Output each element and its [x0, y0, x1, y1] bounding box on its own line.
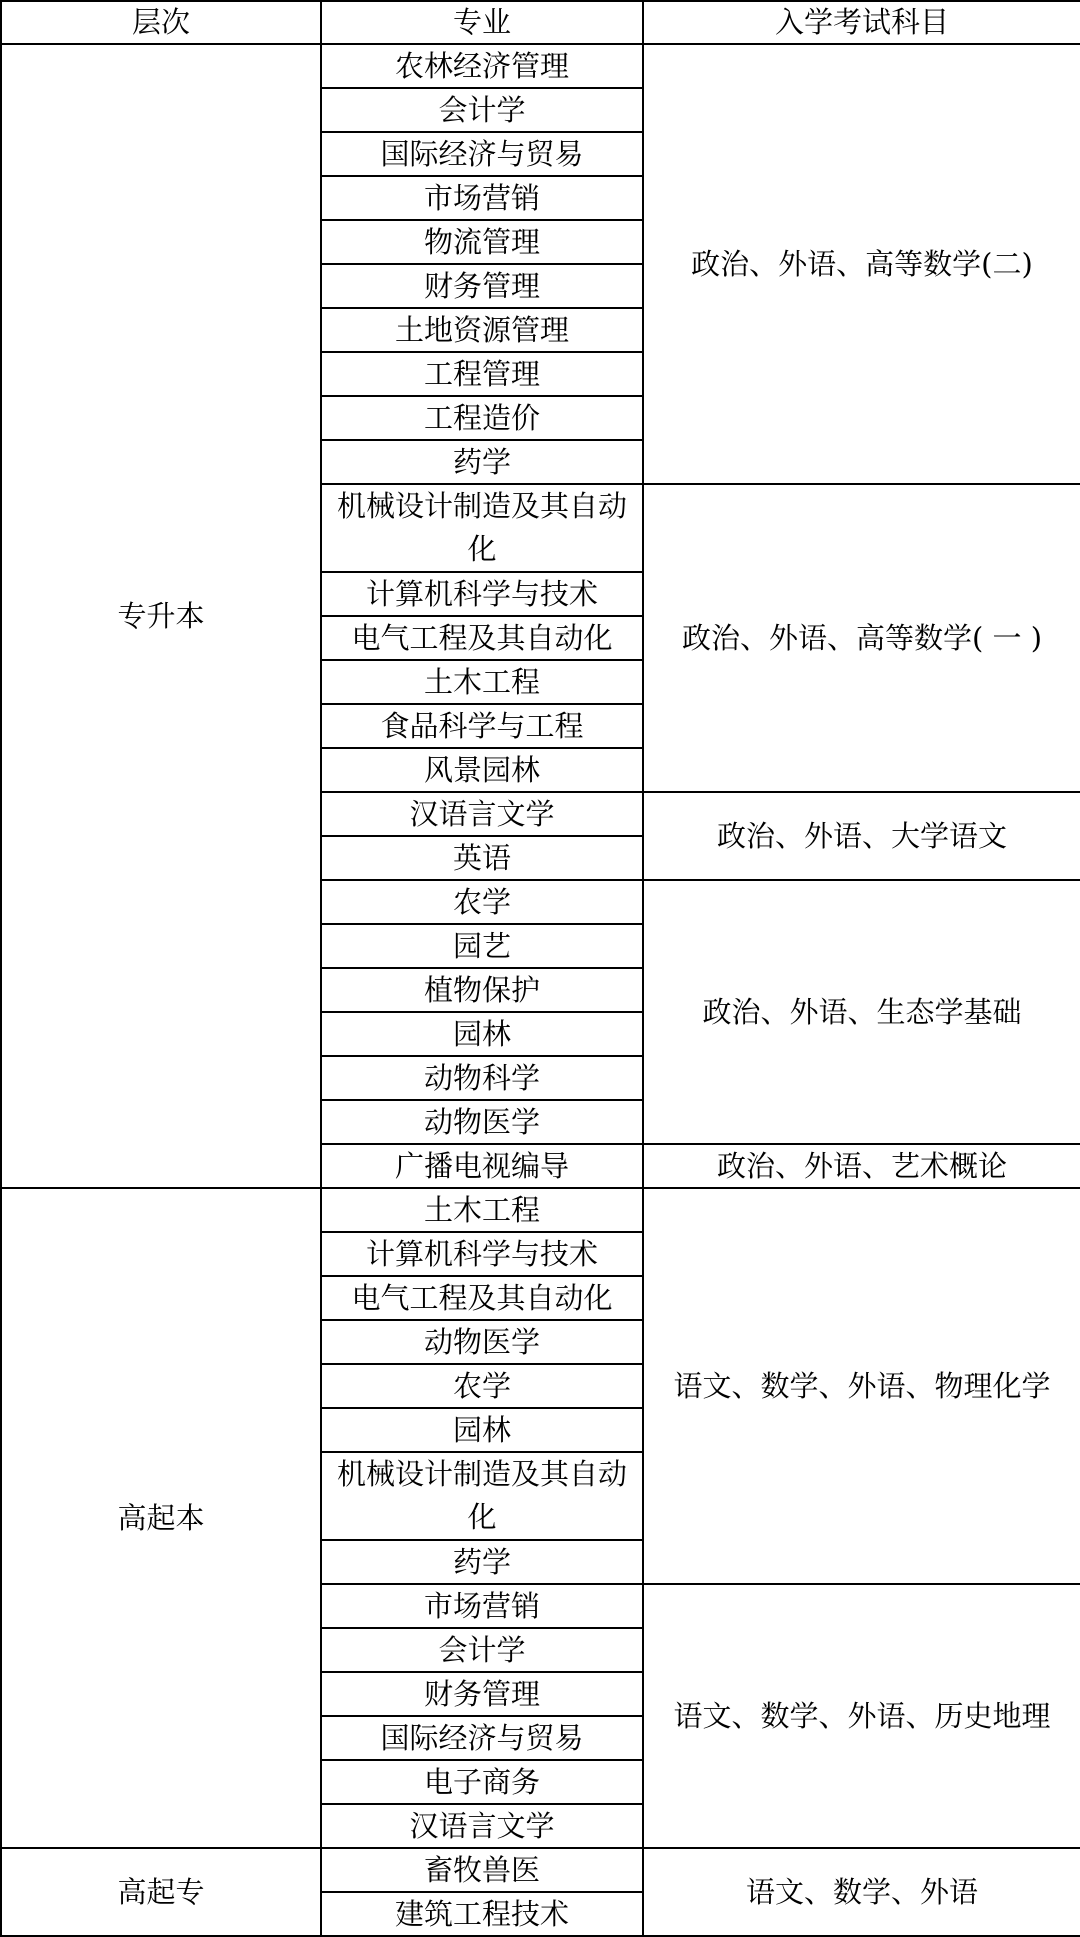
major-cell: 英语: [321, 836, 643, 880]
major-cell: 广播电视编导: [321, 1144, 643, 1188]
major-cell: 动物医学: [321, 1320, 643, 1364]
major-cell: 财务管理: [321, 264, 643, 308]
major-cell: 电气工程及其自动化: [321, 616, 643, 660]
major-cell: 畜牧兽医: [321, 1848, 643, 1892]
major-cell: 机械设计制造及其自动化: [321, 1452, 643, 1540]
major-cell: 建筑工程技术: [321, 1892, 643, 1936]
major-cell: 电子商务: [321, 1760, 643, 1804]
major-cell: 计算机科学与技术: [321, 1232, 643, 1276]
major-cell: 农学: [321, 1364, 643, 1408]
header-level: 层次: [1, 1, 321, 44]
major-cell: 食品科学与工程: [321, 704, 643, 748]
major-cell: 物流管理: [321, 220, 643, 264]
major-cell: 工程管理: [321, 352, 643, 396]
table-row: [1, 44, 1080, 88]
table-body: [1, 44, 1080, 1936]
exam-subjects-cell: 语文、数学、外语、历史地理: [643, 1584, 1080, 1848]
major-cell: 土木工程: [321, 1188, 643, 1232]
major-cell: 工程造价: [321, 396, 643, 440]
major-cell: 园艺: [321, 924, 643, 968]
exam-subjects-cell: 政治、外语、高等数学(二): [643, 44, 1080, 484]
major-cell: 风景园林: [321, 748, 643, 792]
major-cell: 药学: [321, 1540, 643, 1584]
major-cell: 市场营销: [321, 1584, 643, 1628]
major-cell: 财务管理: [321, 1672, 643, 1716]
major-cell: 农学: [321, 880, 643, 924]
major-cell: 动物科学: [321, 1056, 643, 1100]
exam-subjects-cell: 语文、数学、外语、物理化学: [643, 1188, 1080, 1584]
header-exam-subjects: 入学考试科目: [643, 1, 1080, 44]
major-cell: 国际经济与贸易: [321, 1716, 643, 1760]
major-cell: 植物保护: [321, 968, 643, 1012]
major-cell: 园林: [321, 1012, 643, 1056]
major-cell: 农林经济管理: [321, 44, 643, 88]
major-cell: 电气工程及其自动化: [321, 1276, 643, 1320]
header-major: 专业: [321, 1, 643, 44]
level-cell: 高起专: [1, 1848, 321, 1936]
exam-subjects-cell: 政治、外语、生态学基础: [643, 880, 1080, 1144]
table-row: [1, 1188, 1080, 1232]
exam-subjects-cell: 政治、外语、大学语文: [643, 792, 1080, 880]
exam-subjects-cell: 语文、数学、外语: [643, 1848, 1080, 1936]
level-cell: 高起本: [1, 1188, 321, 1848]
level-cell: 专升本: [1, 44, 321, 1188]
major-cell: 土木工程: [321, 660, 643, 704]
major-cell: 国际经济与贸易: [321, 132, 643, 176]
major-cell: 药学: [321, 440, 643, 484]
header-row: [1, 1, 1080, 44]
major-cell: 市场营销: [321, 176, 643, 220]
exam-subjects-cell: 政治、外语、艺术概论: [643, 1144, 1080, 1188]
major-cell: 计算机科学与技术: [321, 572, 643, 616]
major-cell: 汉语言文学: [321, 792, 643, 836]
major-cell: 动物医学: [321, 1100, 643, 1144]
table-row: [1, 1848, 1080, 1892]
major-cell: 机械设计制造及其自动化: [321, 484, 643, 572]
major-cell: 土地资源管理: [321, 308, 643, 352]
major-cell: 园林: [321, 1408, 643, 1452]
major-cell: 会计学: [321, 88, 643, 132]
exam-subjects-cell: 政治、外语、高等数学( 一 ): [643, 484, 1080, 792]
major-cell: 汉语言文学: [321, 1804, 643, 1848]
major-cell: 会计学: [321, 1628, 643, 1672]
